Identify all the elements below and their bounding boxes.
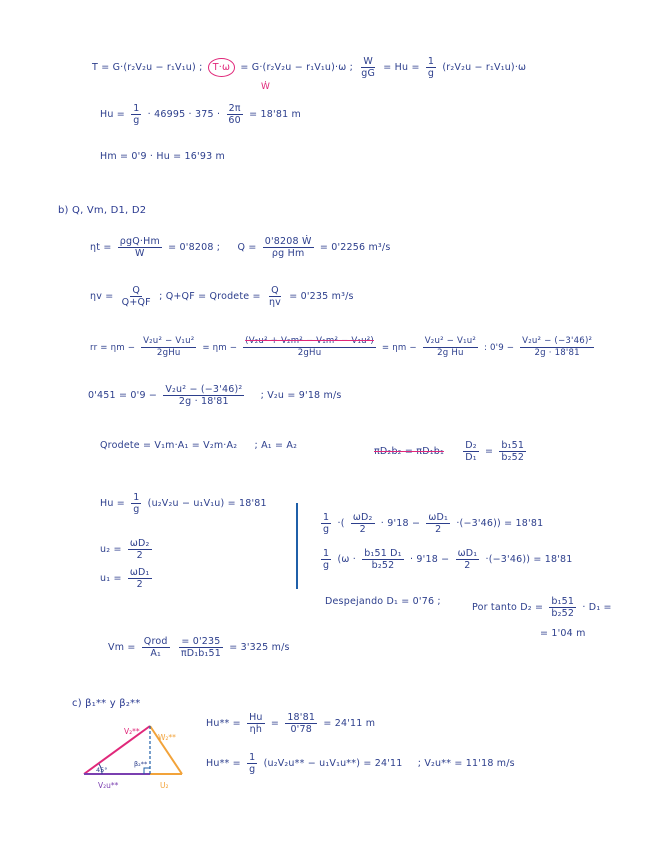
velocity-triangle-diagram	[74, 718, 192, 794]
qrod-line: Qrodete = V₁m·A₁ = V₂m·A₂ ; A₁ = A₂	[100, 440, 298, 451]
vm-line: Vm = Qrod A₁ $\frac{= 0'235}{\text{πD₁b₁51}}$ = 3'325 m/s	[108, 636, 290, 659]
tri-angle-label: 45°	[96, 766, 108, 774]
u2-line: u₂ = $\frac{\text{ωD₂}}{2}$	[100, 538, 150, 561]
right-eq-1: $\frac{1}{g}$ ·( $\frac{\text{ωD₂}}{2}$ · 9'18 − $\frac{\text{ωD₁}}{2}$ ·(−3'46)) = 18'81	[323, 512, 544, 535]
section-c-heading: c) β₁** y β₂**	[72, 698, 141, 709]
eta-line: ηt = ρgQ·Hm Ẇ = 0'8208 ; Q = $\frac{\text{0'8208 Ẇ}}{\text{ρg Hm}}$ = 0'2256 m³/s	[90, 236, 391, 259]
power-fraction: $\frac{W}{gG}$	[361, 56, 376, 79]
etav-line: ηv = $\frac{Q}{Q+QF}$ ; Q+QF = Qrodete = $\frac{Q}{\eta v}$ = 0'235 m³/s	[90, 285, 354, 308]
rr-line: rr = ηm − V₂u² − V₁u² 2gHu = ηm − (V₂u² + V₂m² − V₁m² − V₁u²) 2gHu = ηm − $\frac{\text{V₂u² − V₁u²}}{\text{2g Hu}}$ : 0'9 − $\frac{\text{V₂u² − (−3'46)²}}{2g \cdot 18'81}$	[90, 336, 593, 358]
power-eq-tail: (r₂V₂u − r₁V₁u)·ω	[442, 62, 527, 73]
section-b-heading: b) Q, Vm, D1, D2	[58, 205, 147, 216]
c1-line: Hu** = $\frac{Hu}{\eta h}$ = $\frac{18'81}{0'78}$ = 24'11 m	[206, 712, 376, 735]
column-divider	[296, 503, 298, 589]
torque-eq-left: T = G·(r₂V₂u − r₁V₁u) ;	[92, 62, 203, 73]
u1-line: u₁ = $\frac{\text{ωD₁}}{2}$	[100, 567, 150, 590]
tri-v2u-label: V₂u**	[98, 781, 119, 790]
power-eq-hu: = Hu =	[383, 62, 420, 73]
por-tanto-line: Por tanto D₂ = $\frac{\text{b₁51}}{\text{b₂52}}$ · D₁ =	[472, 596, 612, 619]
despejando-line: Despejando D₁ = 0'76 ;	[325, 596, 441, 607]
hu-line: Hu = $\frac{1}{g}$ · 46995 · 375 · $\frac{2\pi}{60}$ = 18'81 m	[100, 103, 301, 126]
v2u-line: 0'451 = 0'9 − $\frac{\text{V₂u² − (−3'46)²}}{2g \cdot 18'81}$ ; V₂u = 9'18 m/s	[88, 384, 342, 407]
hu2-line: Hu = $\frac{1}{g}$ (u₂V₂u − u₁V₁u) = 18'81	[100, 492, 267, 515]
tri-w2-label: W₂**	[158, 733, 176, 742]
pi-eq: πD₂b₂ = πD₁b₁ $\frac{\text{D₂}}{\text{D₁}}$ = $\frac{\text{b₁51}}{\text{b₂52}}$	[374, 440, 525, 463]
tri-beta-label: β₂**	[134, 760, 148, 768]
hm-line: Hm = 0'9 · Hu = 16'93 m	[100, 151, 225, 162]
one-over-g: $\frac{1}{g}$	[427, 56, 435, 79]
c2-line: Hu** = $\frac{1}{g}$ (u₂V₂u** − u₁V₁u**) = 24'11 ; V₂u** = 11'18 m/s	[206, 752, 515, 775]
tri-v2-label: V₂**	[124, 727, 140, 736]
torque-circled: T·ω	[208, 58, 235, 77]
torque-eq-mid: = G·(r₂V₂u − r₁V₁u)·ω ;	[240, 62, 354, 73]
right-eq-2: $\frac{1}{g}$ (ω · $\frac{\text{b₁51 D₁}}{\text{b₂52}}$ · 9'18 − $\frac{\text{ωD₁}}{2}$ ·(−3'46)) = 18'81	[323, 548, 573, 571]
d2-value: = 1'04 m	[540, 628, 586, 639]
power-symbol: Ẇ	[261, 82, 270, 92]
tri-u2-label: U₂	[160, 781, 169, 790]
